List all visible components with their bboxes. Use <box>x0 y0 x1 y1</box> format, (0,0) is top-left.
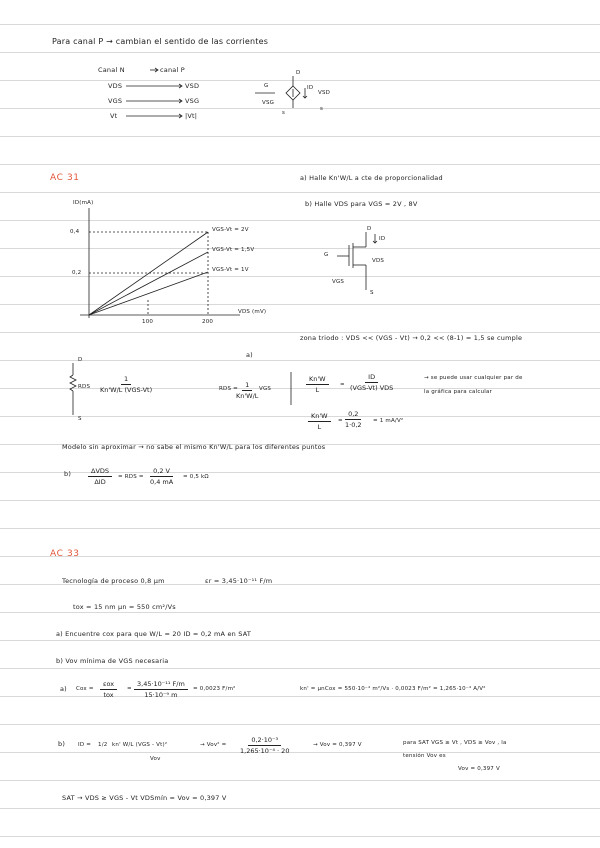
sat-note-2: tensión Vov es <box>403 753 446 759</box>
vov-id-lhs: ID = <box>78 742 92 748</box>
vov-result: → Vov = 0,397 V <box>313 742 362 748</box>
rds-den: Kn'W/L (VGS-Vt) <box>100 386 153 394</box>
ac33-eps: εr = 3,45·10⁻¹¹ F/m <box>205 577 273 585</box>
circuit-s2-label: s <box>320 106 324 112</box>
circuit-d-label: D <box>296 70 301 76</box>
map-left-0: Canal N <box>98 66 125 74</box>
knr-rhs-den: 1·0,2 <box>345 421 362 429</box>
mosfet-s-label: S <box>370 290 374 296</box>
kn-lhs-den: L <box>315 386 320 394</box>
graph-y-label: ID(mA) <box>73 200 94 206</box>
curve-label-2: VGS-Vt = 1,5V <box>212 247 255 253</box>
cox-frac1 <box>100 680 117 699</box>
kn-eq-sign: = <box>340 382 345 388</box>
kn-rhs-fraction <box>350 373 393 392</box>
rds-num: 1 <box>121 375 131 385</box>
graph-tick-100: 100 <box>142 319 154 325</box>
sat-note-1: para SAT VGS ≥ Vt , VDS ≥ Vov , la <box>403 740 507 746</box>
knr-lhs-den: L <box>317 423 322 431</box>
conclusion-line: Modelo sin aproximar → no sabe el mismo Kn'W/L para los diferentes puntos <box>62 443 326 451</box>
canal-p-note: Para canal P → cambian el sentido de las corrientes <box>52 37 269 46</box>
vov-num: 0,2·10⁻³ <box>248 736 281 746</box>
ac33-title: AC 33 <box>50 549 80 559</box>
vov-half: 1/2 <box>98 742 108 748</box>
kn-lhs-fraction <box>306 375 329 394</box>
cox-eq: = <box>127 686 132 692</box>
rds-s-label: S <box>78 416 82 422</box>
circuit-vsg-label: VSG <box>262 100 275 106</box>
rds-label: RDS <box>78 384 91 390</box>
b-val-den: 0,4 mA <box>150 478 174 486</box>
kn-note-2: la gráfica para calcular <box>424 389 493 395</box>
rds-eq-den: Kn'W/L <box>236 392 259 400</box>
vov-under: Vov <box>150 756 161 762</box>
rds-eq-lhs: RDS = <box>219 386 238 392</box>
cox-frac1-den: tox <box>103 691 114 699</box>
b-val-fraction <box>150 467 173 486</box>
mosfet-vds-label: VDS <box>372 258 385 264</box>
dvds-fraction <box>88 467 112 486</box>
kn-prime-calc: kn' = μnCox = 550·10⁻⁴ m²/Vs · 0,0023 F/m² = 1,265·10⁻⁴ A/V² <box>300 686 486 692</box>
curve-label-1: VGS-Vt = 2V <box>212 227 249 233</box>
mosfet-vgs-label: VGS <box>332 279 345 285</box>
map-left-3: Vt <box>110 112 118 120</box>
cox-frac2 <box>134 680 188 699</box>
dvds-num: ΔVDS <box>88 467 112 477</box>
map-right-0: canal P <box>160 66 185 74</box>
rds-d-label: D <box>78 357 83 363</box>
sat-note-3: Vov = 0,397 V <box>458 766 500 772</box>
curve-label-3: VGS-Vt = 1V <box>212 267 249 273</box>
knr-eq-sign: = <box>338 418 343 424</box>
kn-note-1: → se puede usar cualquier par de <box>424 375 523 381</box>
cox-frac1-num: εox <box>100 680 117 690</box>
mosfet-id-label: ID <box>379 236 386 242</box>
map-right-1: VSD <box>185 82 200 90</box>
b-val-num: 0,2 V <box>150 467 173 477</box>
ac31-title: AC 31 <box>50 173 80 183</box>
kn-rhs-den: (VGS-Vt) VDS <box>350 384 394 392</box>
rds-eq-num: 1 <box>242 381 252 391</box>
ac33-tox: tox = 15 nm μn = 550 cm²/Vs <box>73 603 176 611</box>
graph-x-label: VDS (mV) <box>238 309 267 315</box>
cox-frac2-den: 15·10⁻⁹ m <box>144 691 178 699</box>
kn-rhs-num: ID <box>365 373 378 383</box>
circuit-s-label: s <box>282 110 286 116</box>
circuit-id-label: ID <box>307 85 314 91</box>
vov-fraction <box>240 736 289 755</box>
circuit-vsd-label: VSD <box>318 90 331 96</box>
mosfet-g-label: G <box>324 252 329 258</box>
map-right-3: |Vt| <box>185 112 198 120</box>
ac33-item-a: a) Encuentre cox para que W/L = 20 ID = 0,2 mA en SAT <box>56 630 252 638</box>
b-eq-rest: = RDS = <box>118 474 144 480</box>
b-label: b) <box>64 470 72 478</box>
cox-frac2-num: 3,45·10⁻¹¹ F/m <box>134 680 188 690</box>
knr-rhs-num: 0,2 <box>345 410 361 420</box>
b-result: = 0,5 kΩ <box>183 474 209 480</box>
map-left-2: VGS <box>108 97 123 105</box>
map-left-1: VDS <box>108 82 123 90</box>
knr-rhs-fraction <box>345 410 362 429</box>
final-sat-line: SAT → VDS ≥ VGS - Vt VDSmín = Vov = 0,397 V <box>62 794 227 802</box>
cox-a-label: a) <box>60 685 67 693</box>
vov-kn: kn' W/L (VGS - Vt)² <box>112 742 168 748</box>
ac33-item-b: b) Vov mínima de VGS necesaria <box>56 657 169 665</box>
graph-tick-04: 0,4 <box>70 229 80 235</box>
rds-eq-tail: VGS <box>259 386 272 392</box>
kn-lhs-num: Kn'W <box>306 375 329 385</box>
vov-den: 1,265·10⁻⁴ · 20 <box>240 747 290 755</box>
cox-result: = 0,0023 F/m² <box>193 686 236 692</box>
cox-lhs: Cox = <box>76 686 94 692</box>
knr-lhs-num: Kn'W <box>308 412 331 422</box>
dvds-den: ΔID <box>94 478 106 486</box>
knr-lhs-fraction <box>308 412 331 431</box>
mosfet-d-label: D <box>367 226 372 232</box>
marker-a: a) <box>246 351 253 359</box>
map-right-2: VSG <box>185 97 200 105</box>
knr-result: = 1 mA/V² <box>373 418 404 424</box>
ac31-item-b: b) Halle VDS para VGS = 2V , 8V <box>305 200 418 208</box>
graph-tick-200: 200 <box>202 319 214 325</box>
circuit-g-label: G <box>264 83 269 89</box>
graph-tick-02: 0,2 <box>72 270 82 276</box>
triode-condition: zona triodo : VDS << (VGS - Vt) → 0,2 << (8-1) = 1,5 se cumple <box>300 334 523 342</box>
ac31-item-a: a) Halle Kn'W/L a cte de proporcionalidad <box>300 174 443 182</box>
vov-arrow: → Vov² = <box>200 742 227 748</box>
vov-b-label: b) <box>58 740 66 748</box>
ac33-tech: Tecnología de proceso 0,8 μm <box>62 577 165 585</box>
